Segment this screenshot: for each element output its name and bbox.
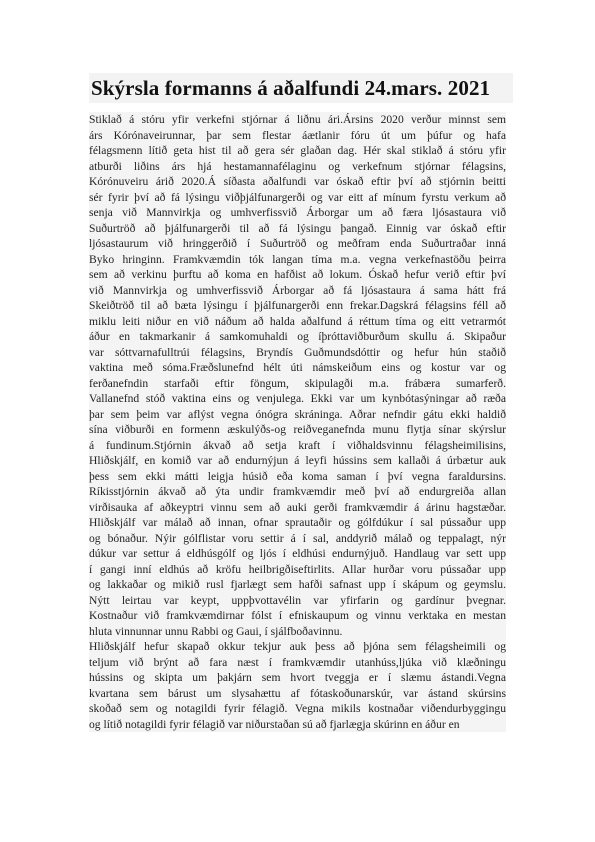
text-line: Kórónuveiru árið 2020.Á síðasta aðalfundi var óskað eftir því að stjórnin beitti xyxy=(89,175,506,188)
text-line: og lítið notagildi fyrir félagið var niðurstaðan sú að fjarlægja skúrinn en áður en xyxy=(89,717,460,731)
text-line: virðisauka af aðkeyptri vinnu sem að auki gerði framkvæmdir á árinu hagstæðar. xyxy=(89,500,506,514)
text-line: og bónaður. Nýir gólflistar voru settir á í sal, anddyrið málað og teppalagt, nýr xyxy=(89,531,506,545)
text-line: sér fyrir því að fá lýsingu viðþjálfunargerði og var eitt af mínum fyrstu verkum að xyxy=(89,190,506,204)
text-line: atburði liðins árs hjá hestamannafélaginu og verkefnum stjórnar félagsins, xyxy=(89,159,506,173)
text-line: Skeiðtröð til að bæta lýsingu í þjálfunargerði enn frekar.Dagskrá félagsins féll að xyxy=(89,299,506,312)
text-line: við Mannvirkja og umhverfissvið Árborgar að fá ljósastaura á sama hátt frá xyxy=(89,283,506,297)
text-line: ferðanefndin starfaði eftir föngum, skipulagði m.a. frábæra sumarferð. xyxy=(89,376,506,390)
text-line: Kostnaður við framkvæmdirnar fólst í efniskaupum og vinnu verktaka en mestan xyxy=(89,609,506,622)
text-line: á fundinum.Stjórnin ákvað að setja kraft í viðhaldsvinnu félagsheimilisins, xyxy=(89,438,506,452)
text-line: Hliðskjálf, en komið var að endurnýjun á leyfi hússins sem kallaði á úrbætur auk xyxy=(89,454,506,467)
text-line: senja við Mannvirkja og umhverfissvið Árborgar um að færa ljósastaura við xyxy=(89,206,506,219)
text-line: þess sem ekki mátti leigja húsið eða koma saman í því vegna faraldursins. xyxy=(89,469,506,483)
text-line: Hliðskjálf var málað að innan, ofnar sprautaðir og gólfdúkur í sal pússaður upp xyxy=(89,516,506,529)
document-body xyxy=(89,112,506,732)
text-line: árs Kórónaveirunnar, þar sem flestar áætlanir fóru út um þúfur og hafa xyxy=(89,128,506,142)
text-line: áður en takmarkanir á samkomuhaldi og íþróttaviðburðum skullu á. Skipaður xyxy=(89,330,506,343)
text-line: í gangi inní eldhús að kröfu heilbrigðiseftirlits. Allar hurðar voru pússaðar upp xyxy=(89,562,506,576)
text-line: vaktina með sóma.Fræðslunefnd hélt úti námskeiðum eins og kostur var og xyxy=(89,361,506,374)
text-line: félagsmenn lítið geta hist til að gera sér glaðan dag. Hér skal stiklað á stóru yfir xyxy=(89,144,506,157)
text-line: hluta vinnunnar unnu Rabbi og Gaui, í sjálfboðavinnu. xyxy=(89,624,343,638)
text-line: Suðurtröð að þjálfunargerði til að fá lýsingu þangað. Einnig var óskað eftir xyxy=(89,221,506,235)
text-line: Stiklað á stóru yfir verkefni stjórnar á liðnu ári.Ársins 2020 verður minnst sem xyxy=(89,113,506,126)
document-title: Skýrsla formanns á aðalfundi 24.mars. 2021 xyxy=(89,73,513,103)
body-paragraph xyxy=(89,112,506,639)
text-line: Nýtt leirtau var keypt, uppþvottavélin var yfirfarin og gardínur þvegnar. xyxy=(89,593,506,607)
text-line: hússins og skipta um þakjárn sem hvort tveggja er í slæmu ástandi.Vegna xyxy=(89,671,506,684)
text-line: dúkur var settur á eldhúsgólf og ljós í eldhúsi endurnýjuð. Handlaug var sett upp xyxy=(89,547,506,560)
text-line: teljum við brýnt að fara næst í framkvæmdir utanhúss,ljúka við klæðningu xyxy=(89,655,506,669)
body-paragraph xyxy=(89,639,506,732)
text-line: var sóttvarnafulltrúi félagsins, Bryndís Guðmundsdóttir og hefur hún staðið xyxy=(89,345,506,359)
text-line: miklu leiti niður en við náðum að halda aðalfund á réttum tíma og eitt vetrarmót xyxy=(89,314,506,328)
text-line: Hliðskjálf hefur skapað okkur tekjur auk þess að þjóna sem félagsheimili og xyxy=(89,640,506,653)
text-line: ljósastaurum við hringgerðið í Suðurtröð og meðfram enda Suðurtraðar inná xyxy=(89,237,506,250)
text-line: Byko hringinn. Framkvæmdin tók langan tíma m.a. vegna verkefnastöðu þeirra xyxy=(89,252,506,266)
text-line: Vallanefnd stóð vaktina eins og venjulega. Ekki var um kynbótasýningar að ræða xyxy=(89,392,506,405)
text-line: skoðað sem og notagildi fyrir félagið. Vegna mikils kostnaðar viðendurbyggingu xyxy=(89,702,506,715)
text-line: þar sem þeim var aflýst vegna ónógra skráninga. Aðrar nefndir gátu ekki haldið xyxy=(89,407,506,421)
text-line: kvartana sem bárust um slysahættu af fótaskoðunarskúr, var ástand skúrsins xyxy=(89,686,506,700)
text-line: sem að verkinu þurftu að koma en hafðist að lokum. Óskað hefur verið eftir því xyxy=(89,268,506,281)
text-line: Ríkisstjórnin ákvað að ýta undir framkvæmdir með því að endurgreiða allan xyxy=(89,485,506,498)
text-line: og lakkaðar og mikið rusl fjarlægt sem hafði safnast upp í skápum og geymslu. xyxy=(89,578,506,591)
text-line: sína viðburði en formenn æskulýðs-og reiðveganefnda munu flytja sínar skýrslur xyxy=(89,423,506,436)
